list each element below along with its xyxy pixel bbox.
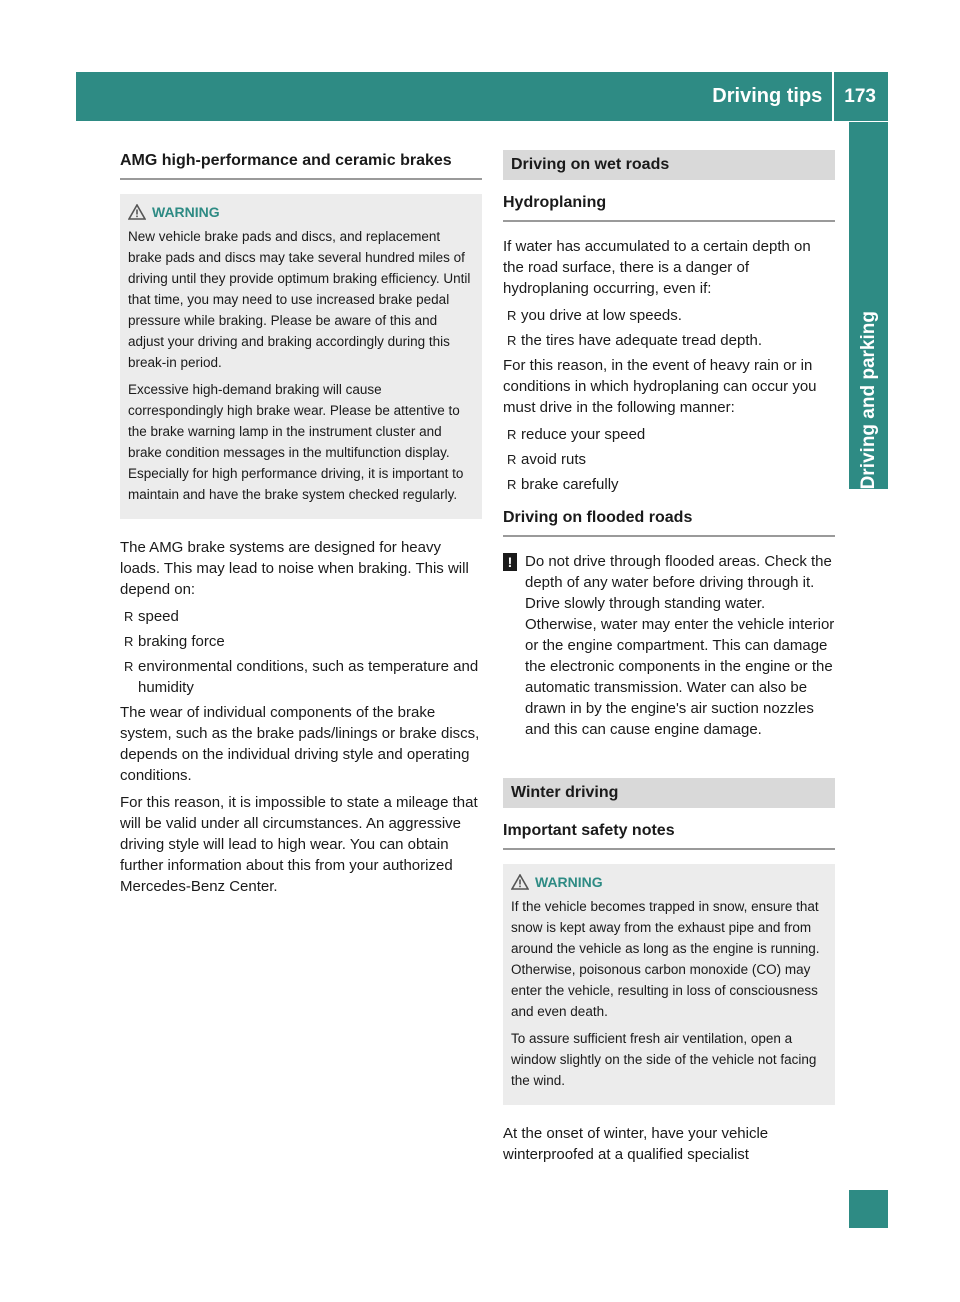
left-column bbox=[120, 150, 482, 903]
warning-paragraph: If the vehicle becomes trapped in snow, ensure that snow is kept away from the exhaust pipe and from around the vehicle as long as the engine is running. Otherwise, poisonous carbon monoxide (CO) may enter the vehicle, resulting in loss of consciousness and even death. bbox=[511, 899, 820, 1019]
list-item: R the tires have adequate tread depth. bbox=[503, 330, 835, 351]
warning-title: WARNING bbox=[511, 874, 827, 890]
chapter-tab-label: Driving and parking bbox=[857, 310, 879, 489]
warning-paragraph: To assure sufficient fresh air ventilation, open a window slightly on the side of the vehicle not facing the wind. bbox=[511, 1031, 817, 1088]
flooded-roads-heading: Driving on flooded roads bbox=[503, 507, 835, 537]
list-item: R brake carefully bbox=[503, 474, 835, 495]
page-header bbox=[76, 72, 888, 121]
body-paragraph: The wear of individual components of the brake system, such as the brake pads/linings or brake discs, depends on the individual driving style and operating conditions. bbox=[120, 704, 480, 784]
list-item: R avoid ruts bbox=[503, 449, 835, 470]
section-wet-roads: Driving on wet roads bbox=[503, 150, 835, 180]
header-title: Driving tips bbox=[712, 72, 834, 121]
winter-warning-box bbox=[503, 864, 835, 1105]
chapter-tab bbox=[849, 122, 888, 489]
body-paragraph: At the onset of winter, have your vehicle winterproofed at a qualified specialist bbox=[503, 1125, 769, 1163]
page-number: 173 bbox=[844, 85, 876, 107]
chapter-marker bbox=[849, 1190, 888, 1228]
list-item: R braking force bbox=[120, 631, 482, 652]
body-paragraph: If water has accumulated to a certain depth on the road surface, there is a danger of hydroplaning occurring, even if: bbox=[503, 238, 811, 297]
brake-warning-box bbox=[120, 194, 482, 519]
warning-paragraph: Excessive high-demand braking will cause correspondingly high brake wear. Please be attentive to the brake warning lamp in the instrument cluster and brake condition messages in the multifunction display. Especially for high performance driving, it is important to maintain and have the brake system checked regularly. bbox=[128, 382, 464, 502]
body-paragraph: The AMG brake systems are designed for heavy loads. This may lead to noise when braking. This will depend on: bbox=[120, 539, 469, 598]
body-paragraph: For this reason, it is impossible to state a mileage that will be valid under all circumstances. An aggressive driving style will lead to high wear. You can obtain further information about this from your authorized Mercedes-Benz Center. bbox=[120, 794, 478, 895]
notice-text: Do not drive through flooded areas. Check the depth of any water before driving through it. Drive slowly through standing water. Otherwise, water may enter the vehicle interior or the engine compartment. This can damage the electronic components in the engine or the automatic transmission. Water can also be drawn in by the engine's air suction nozzles and this can cause engine damage. bbox=[525, 553, 835, 738]
warning-triangle-icon bbox=[128, 204, 146, 220]
warning-paragraph: New vehicle brake pads and discs, and replacement brake pads and discs may take several hundred miles of driving until they provide optimum braking efficiency. Until that time, you may need to use increased brake pedal pressure while braking. Please be aware of this and adjust your driving and braking accordingly during this break-in period. bbox=[128, 229, 471, 370]
amg-brakes-heading: AMG high-performance and ceramic brakes bbox=[120, 150, 482, 180]
warning-triangle-icon bbox=[511, 874, 529, 890]
right-column bbox=[503, 150, 835, 1171]
flooded-notice bbox=[503, 551, 835, 740]
list-item: R reduce your speed bbox=[503, 424, 835, 445]
body-paragraph: For this reason, in the event of heavy rain or in conditions in which hydroplaning can occur you must drive in the following manner: bbox=[503, 357, 817, 416]
driving-manner-list bbox=[503, 424, 835, 495]
hydroplaning-heading: Hydroplaning bbox=[503, 192, 835, 222]
section-winter-driving: Winter driving bbox=[503, 778, 835, 808]
hydroplaning-conditions-list bbox=[503, 305, 835, 351]
list-item: R speed bbox=[120, 606, 482, 627]
brake-factor-list bbox=[120, 606, 482, 698]
safety-notes-heading: Important safety notes bbox=[503, 820, 835, 850]
list-item: R you drive at low speeds. bbox=[503, 305, 835, 326]
warning-title: WARNING bbox=[128, 204, 474, 220]
list-item: R environmental conditions, such as temperature and humidity bbox=[120, 656, 482, 698]
exclamation-icon: ! bbox=[503, 553, 517, 571]
